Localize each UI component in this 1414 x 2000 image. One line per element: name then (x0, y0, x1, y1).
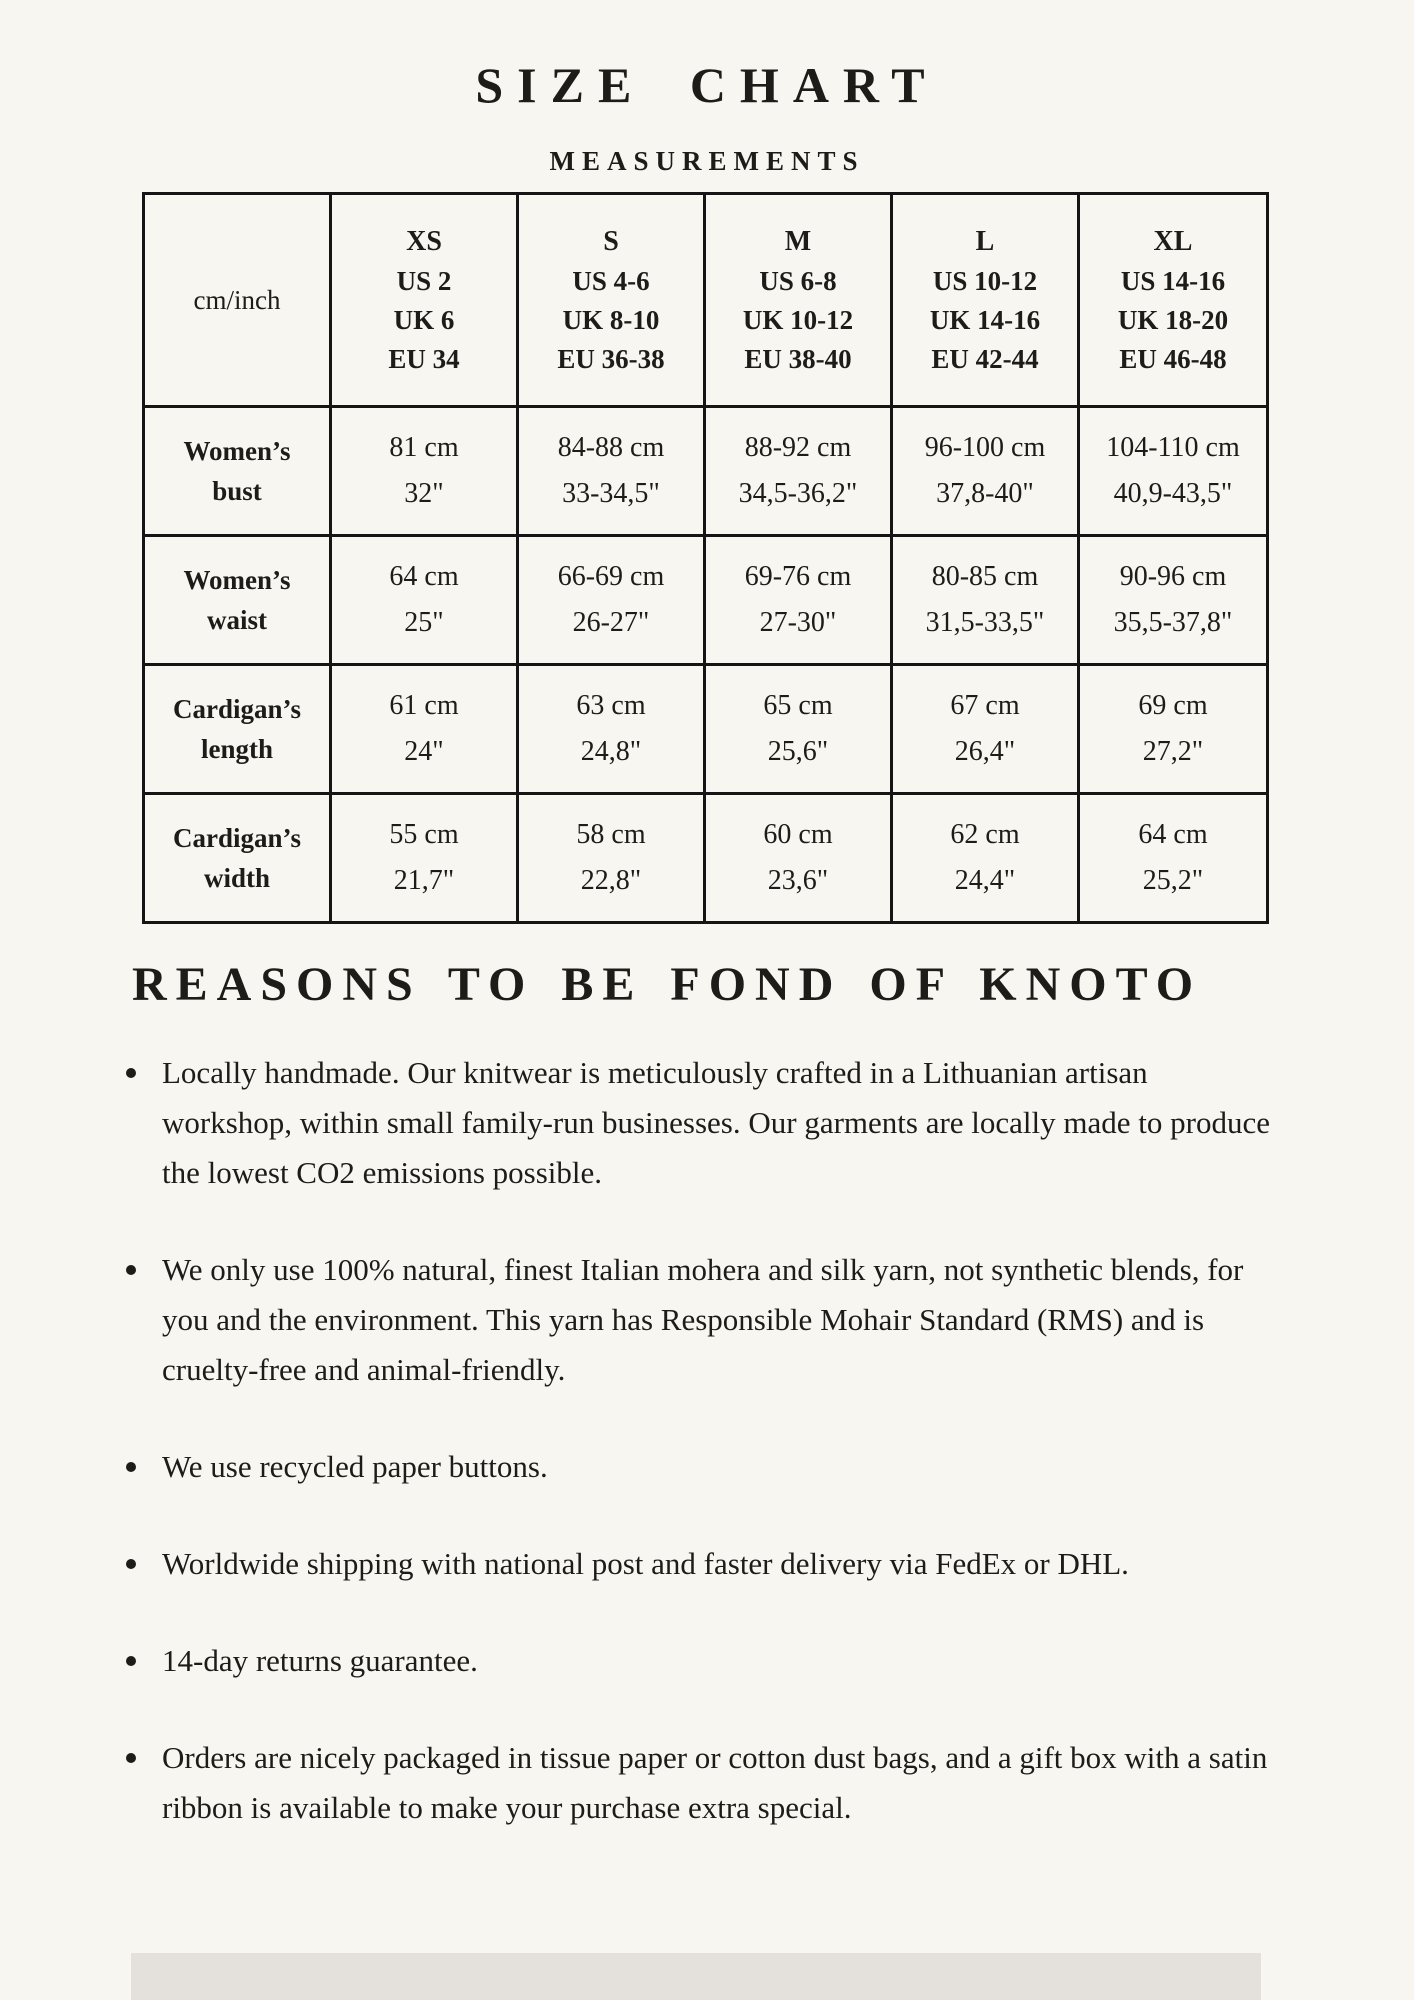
value-inch: 26,4" (954, 736, 1016, 767)
unit-label: cm/inch (193, 284, 281, 315)
value-inch: 25,6" (767, 736, 829, 767)
value-inch: 24,4" (954, 865, 1016, 896)
value-cm: 88-92 cm (744, 432, 852, 463)
value-cm: 80-85 cm (931, 561, 1039, 592)
list-item (126, 1048, 1414, 1198)
value-cm: 66-69 cm (557, 561, 665, 592)
table-row-waist (144, 536, 1268, 665)
value-cm: 69 cm (1138, 690, 1208, 721)
list-item (126, 1539, 1414, 1589)
value-inch: 33-34,5" (562, 478, 660, 509)
bullet-dot (126, 1265, 136, 1275)
footer-bar (131, 1953, 1261, 2000)
list-item (126, 1733, 1414, 1833)
value-cm: 63 cm (576, 690, 646, 721)
eu-size: EU 36-38 (557, 343, 665, 374)
value-cm: 64 cm (389, 561, 459, 592)
row-label: Cardigan’s length (172, 694, 301, 764)
col-header-s (518, 194, 705, 407)
value-inch: 27,2" (1142, 736, 1204, 767)
value-cm: 96-100 cm (924, 432, 1046, 463)
value-cm: 62 cm (950, 819, 1020, 850)
col-header-xl (1079, 194, 1268, 407)
value-cm: 65 cm (763, 690, 833, 721)
bullet-dot (126, 1462, 136, 1472)
list-item (126, 1636, 1414, 1686)
value-cm: 61 cm (389, 690, 459, 721)
bullet-dot (126, 1068, 136, 1078)
value-inch: 21,7" (393, 865, 455, 896)
reasons-list (0, 1048, 1414, 1833)
value-cm: 60 cm (763, 819, 833, 850)
value-inch: 24" (404, 736, 444, 767)
us-size: US 14-16 (1120, 265, 1226, 296)
col-header-l (892, 194, 1079, 407)
reasons-heading: REASONS TO BE FOND OF KNOTO (132, 958, 1203, 1011)
col-header-m (705, 194, 892, 407)
bullet-text: 14-day returns guarantee. (162, 1643, 478, 1678)
size-label: L (975, 225, 995, 257)
value-inch: 23,6" (767, 865, 829, 896)
us-size: US 10-12 (932, 265, 1038, 296)
list-item (126, 1442, 1414, 1492)
bullet-text: We only use 100% natural, finest Italian mohera and silk yarn, not synthetic blends, for you and the environment. This yarn has Responsible Mohair Standard (RMS) and is cruelty-free and animal-friendly. (162, 1252, 1244, 1387)
value-inch: 26-27" (572, 607, 650, 638)
uk-size: UK 6 (393, 304, 455, 335)
value-inch: 40,9-43,5" (1113, 478, 1233, 509)
table-row-bust (144, 407, 1268, 536)
value-inch: 34,5-36,2" (738, 478, 858, 509)
list-item (126, 1245, 1414, 1395)
size-label: S (603, 225, 619, 257)
size-label: XL (1153, 225, 1193, 257)
value-inch: 37,8-40" (936, 478, 1034, 509)
value-inch: 31,5-33,5" (925, 607, 1045, 638)
page-title: SIZE CHART (475, 57, 939, 113)
us-size: US 4-6 (572, 265, 650, 296)
eu-size: EU 42-44 (931, 343, 1039, 374)
value-inch: 35,5-37,8" (1113, 607, 1233, 638)
value-inch: 25,2" (1142, 865, 1204, 896)
value-inch: 25" (404, 607, 444, 638)
bullet-text: Orders are nicely packaged in tissue paper or cotton dust bags, and a gift box with a satin ribbon is available to make your purchase extra special. (162, 1740, 1268, 1825)
unit-cell (144, 194, 331, 407)
row-label: Women’s bust (183, 436, 291, 506)
value-inch: 22,8" (580, 865, 642, 896)
eu-size: EU 34 (388, 343, 460, 374)
bullet-dot (126, 1559, 136, 1569)
value-cm: 104-110 cm (1106, 432, 1240, 463)
col-header-xs (331, 194, 518, 407)
uk-size: UK 8-10 (562, 304, 660, 335)
value-cm: 55 cm (389, 819, 459, 850)
bullet-text: We use recycled paper buttons. (162, 1449, 548, 1484)
value-cm: 90-96 cm (1119, 561, 1227, 592)
value-cm: 58 cm (576, 819, 646, 850)
uk-size: UK 18-20 (1117, 304, 1229, 335)
page-subtitle: MEASUREMENTS (549, 146, 865, 176)
table-header-row (144, 194, 1268, 407)
eu-size: EU 46-48 (1119, 343, 1227, 374)
bullet-dot (126, 1753, 136, 1763)
bullet-dot (126, 1656, 136, 1666)
us-size: US 6-8 (759, 265, 837, 296)
row-label: Cardigan’s width (172, 823, 301, 893)
us-size: US 2 (396, 265, 452, 296)
value-inch: 32" (404, 478, 444, 509)
value-cm: 64 cm (1138, 819, 1208, 850)
value-cm: 69-76 cm (744, 561, 852, 592)
value-inch: 27-30" (759, 607, 837, 638)
uk-size: UK 10-12 (742, 304, 854, 335)
table-row-length (144, 665, 1268, 794)
eu-size: EU 38-40 (744, 343, 852, 374)
size-label: M (784, 225, 812, 257)
row-label: Women’s waist (183, 565, 291, 635)
bullet-text: Worldwide shipping with national post and faster delivery via FedEx or DHL. (162, 1546, 1129, 1581)
value-cm: 67 cm (950, 690, 1020, 721)
value-inch: 24,8" (580, 736, 642, 767)
value-cm: 84-88 cm (557, 432, 665, 463)
uk-size: UK 14-16 (929, 304, 1041, 335)
value-cm: 81 cm (389, 432, 459, 463)
size-chart-table (142, 192, 1269, 924)
size-label: XS (406, 225, 442, 257)
bullet-text: Locally handmade. Our knitwear is meticulously crafted in a Lithuanian artisan workshop, within small family-run businesses. Our garments are locally made to produce the lowest CO2 emissions possible. (162, 1055, 1270, 1190)
table-row-width (144, 794, 1268, 923)
